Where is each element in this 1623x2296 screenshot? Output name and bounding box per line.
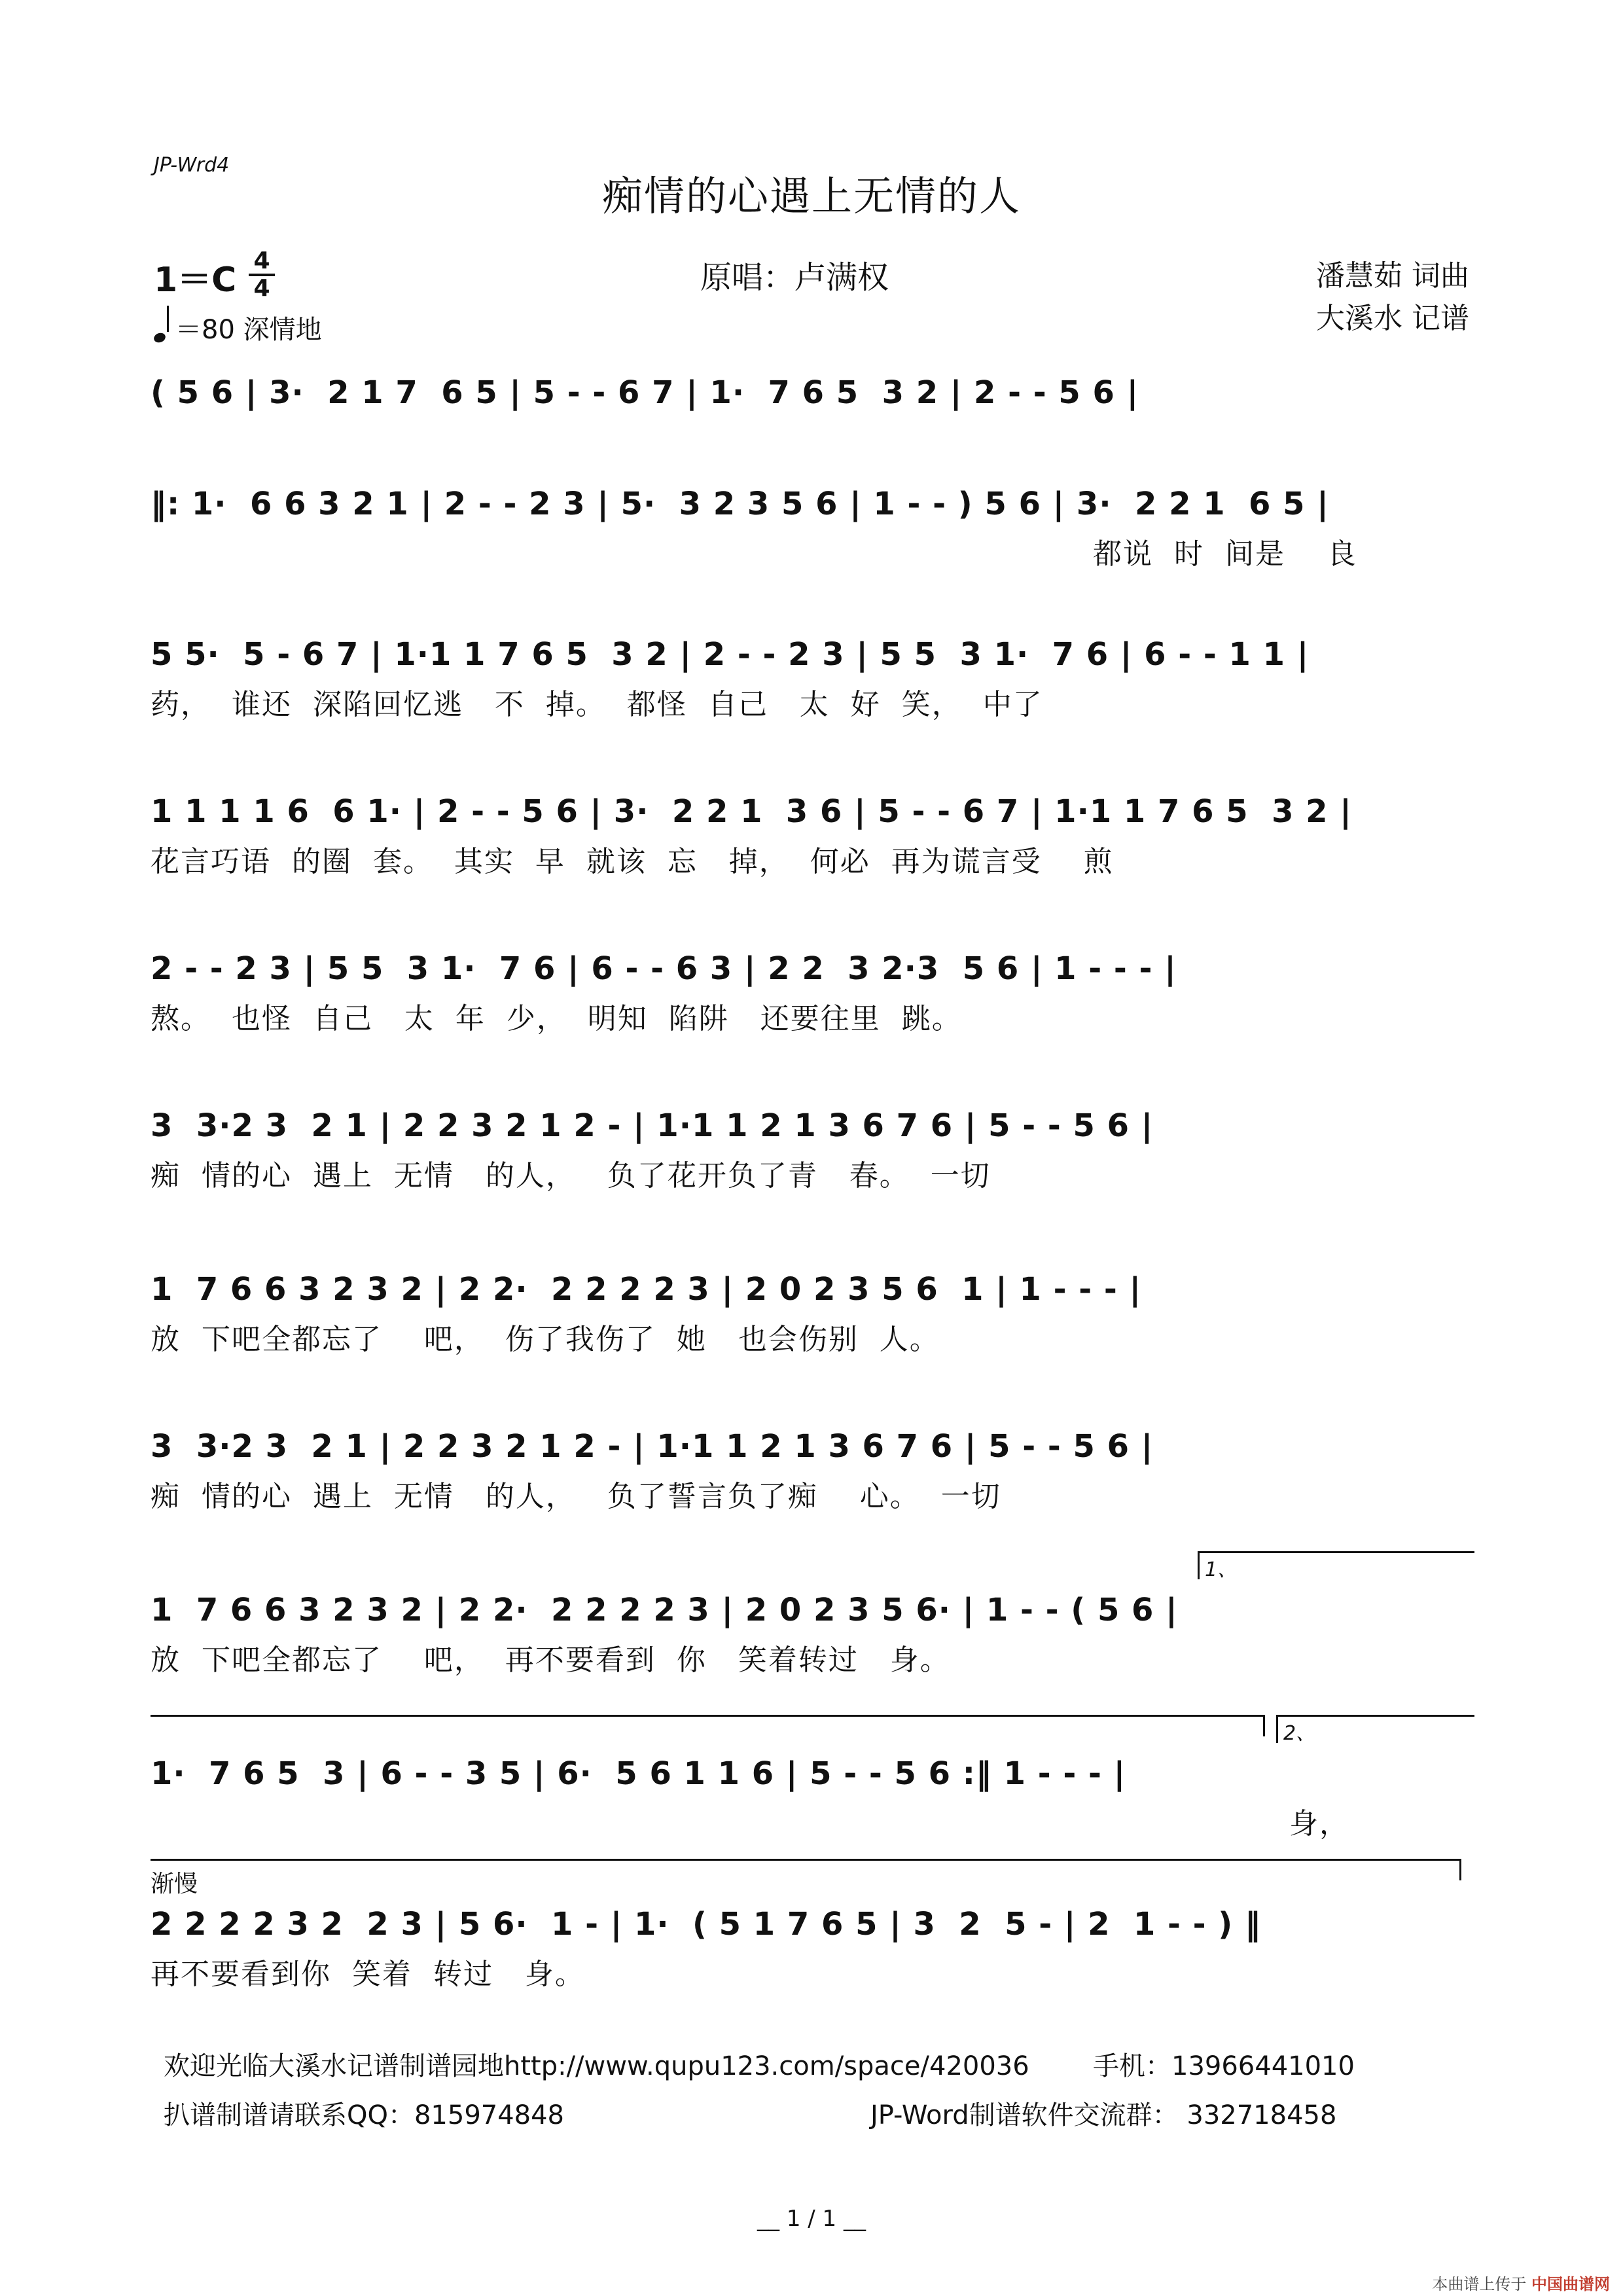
notation-line-1: ( 5 6 | 3· 2 1 7 6 5 | 5 - - 6 7 | 1· 7 6 5 3 2 | 2 - - 5 6 |	[151, 374, 1139, 411]
lyric-line-10: 身，	[1289, 1807, 1349, 1840]
notation-line-2: ‖: 1· 6 6 3 2 1 | 2 - - 2 3 | 5· 3 2 3 5 6 | 1 - - ) 5 6 | 3· 2 2 1 6 5 |	[151, 486, 1329, 522]
original-singer: 原唱：卢满权	[700, 259, 889, 296]
volta-2-label: 2、	[1283, 1722, 1316, 1745]
upload-credit	[1432, 2271, 1610, 2294]
footer-phone: 手机：13966441010	[1093, 2051, 1355, 2081]
notation-line-7: 1 7 6 6 3 2 3 2 | 2 2· 2 2 2 2 3 | 2 0 2 3 5 6 1 | 1 - - - |	[151, 1271, 1142, 1308]
volta-1-label: 1、	[1205, 1558, 1238, 1581]
notation-line-4: 1 1 1 1 6 6 1· | 2 - - 5 6 | 3· 2 2 1 3 6 | 5 - - 6 7 | 1·1 1 7 6 5 3 2 |	[151, 793, 1352, 830]
lyric-line-3: 药， 谁还 深陷回忆逃 不 掉。 都怪 自己 太 好 笑， 中了	[151, 688, 1043, 721]
notation-line-9: 1 7 6 6 3 2 3 2 | 2 2· 2 2 2 2 3 | 2 0 2 3 5 6· | 1 - - ( 5 6 |	[151, 1592, 1178, 1628]
quarter-note-icon	[152, 331, 167, 344]
volta-bracket-1-continued	[151, 1715, 1265, 1736]
notation-line-5: 2 - - 2 3 | 5 5 3 1· 7 6 | 6 - - 6 3 | 2 2 3 2·3 5 6 | 1 - - - |	[151, 950, 1177, 987]
lyric-line-6: 痴 情的心 遇上 无情 的人， 负了花开负了青 春。 一切	[151, 1159, 991, 1193]
quarter-note-stem	[167, 306, 169, 332]
software-label: JP-Wrd4	[154, 154, 230, 177]
footer-website: 欢迎光临大溪水记谱制谱园地http://www.qupu123.com/space/420036	[164, 2051, 1029, 2081]
ritardando-bracket	[151, 1859, 1461, 1880]
lyric-line-4: 花言巧语 的圈 套。 其实 早 就该 忘 掉， 何必 再为谎言受 煎	[151, 845, 1114, 878]
site-logo: 中国曲谱网	[1531, 2275, 1610, 2293]
footer-group: JP-Word制谱软件交流群： 332718458	[870, 2100, 1337, 2130]
footer-qq: 扒谱制谱请联系QQ：815974848	[164, 2100, 565, 2130]
time-signature-top: 4	[253, 247, 270, 274]
page-number: __ 1 / 1 __	[757, 2206, 866, 2232]
notation-line-3: 5 5· 5 - 6 7 | 1·1 1 7 6 5 3 2 | 2 - - 2 3 | 5 5 3 1· 7 6 | 6 - - 1 1 |	[151, 636, 1310, 673]
notation-line-11: 2 2 2 2 3 2 2 3 | 5 6· 1 - | 1· ( 5 1 7 6 5 | 3 2 5 - | 2 1 - - ) ‖	[151, 1906, 1261, 1943]
lyric-line-11: 再不要看到你 笑着 转过 身。	[151, 1958, 585, 1991]
tempo-marking	[154, 309, 322, 346]
lyricist-composer: 潘慧茹 词曲	[1316, 259, 1469, 293]
score-body	[151, 367, 1472, 2042]
lyric-line-9: 放 下吧全都忘了 吧， 再不要看到 你 笑着转过 身。	[151, 1643, 950, 1677]
upload-text: 本曲谱上传于	[1432, 2275, 1527, 2293]
lyric-line-5: 熬。 也怪 自己 太 年 少， 明知 陷阱 还要往里 跳。	[151, 1002, 962, 1035]
notation-line-8: 3 3·2 3 2 1 | 2 2 3 2 1 2 - | 1·1 1 2 1 3 6 7 6 | 5 - - 5 6 |	[151, 1428, 1154, 1465]
song-title: 痴情的心遇上无情的人	[601, 172, 1021, 220]
tempo-text: ＝80 深情地	[175, 315, 322, 345]
notation-line-10: 1· 7 6 5 3 | 6 - - 3 5 | 6· 5 6 1 1 6 | 5 - - 5 6 :‖ 1 - - - |	[151, 1755, 1126, 1792]
key-signature: 1＝C	[154, 260, 237, 300]
time-signature	[249, 247, 275, 302]
transcriber: 大溪水 记谱	[1316, 302, 1469, 335]
volta-bracket-2	[1276, 1715, 1474, 1743]
lyric-line-2: 都说 时 间是 良	[1093, 537, 1357, 571]
ritardando-marking: 渐慢	[151, 1871, 198, 1897]
lyric-line-8: 痴 情的心 遇上 无情 的人， 负了誓言负了痴 心。 一切	[151, 1480, 1001, 1513]
notation-line-6: 3 3·2 3 2 1 | 2 2 3 2 1 2 - | 1·1 1 2 1 3 6 7 6 | 5 - - 5 6 |	[151, 1107, 1154, 1144]
time-signature-bottom: 4	[253, 275, 270, 302]
lyric-line-7: 放 下吧全都忘了 吧， 伤了我伤了 她 也会伤别 人。	[151, 1323, 940, 1356]
volta-bracket-1	[1198, 1551, 1474, 1579]
